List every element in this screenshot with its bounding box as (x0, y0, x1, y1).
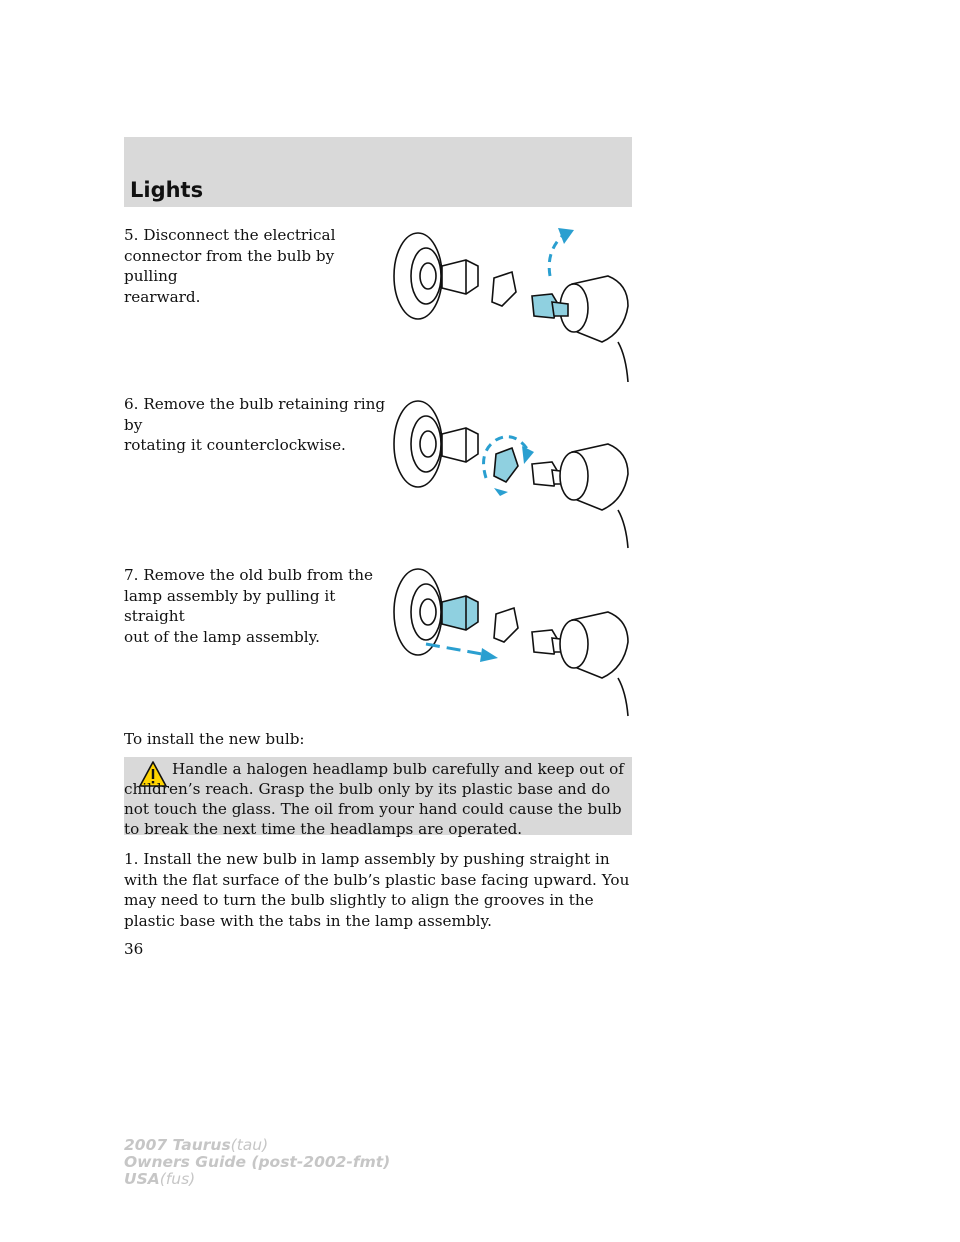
warning-text: Handle a halogen headlamp bulb carefully and keep out of children’s reach. Grasp the bulb only by its plastic base and do not touch the glass. The oil from your hand could cause the bulb to break the next time the headlamps are operated. (124, 760, 624, 838)
install-step-1-text: 1. Install the new bulb in lamp assembly by pushing straight in with the flat surface of the bulb’s plastic base facing upward. You may need to turn the bulb slightly to align the grooves in the plastic base with the tabs in the lamp assembly. (124, 850, 630, 930)
section-title: Lights (130, 178, 204, 202)
footer-guide: Owners Guide (post-2002-fmt) (124, 1153, 391, 1171)
footer-model-code: (tau) (230, 1136, 269, 1154)
step-5-text: 5. Disconnect the electrical connector from the bulb by pulling rearward. (124, 226, 336, 306)
step-7-text: 7. Remove the old bulb from the lamp assembly by pulling it straight out of the lamp assembly. (124, 566, 373, 646)
disconnect-connector-illustration (382, 222, 642, 387)
footer-market: USA (124, 1170, 160, 1188)
step-6-text: 6. Remove the bulb retaining ring by rotating it counterclockwise. (124, 395, 386, 454)
page-number: 36 (124, 940, 144, 958)
document-footer (124, 1137, 390, 1188)
footer-model: 2007 Taurus (124, 1136, 231, 1154)
footer-market-code: (fus) (159, 1170, 196, 1188)
install-intro-text: To install the new bulb: (124, 730, 305, 748)
remove-retaining-ring-illustration (382, 388, 642, 553)
remove-old-bulb-illustration (382, 556, 642, 721)
